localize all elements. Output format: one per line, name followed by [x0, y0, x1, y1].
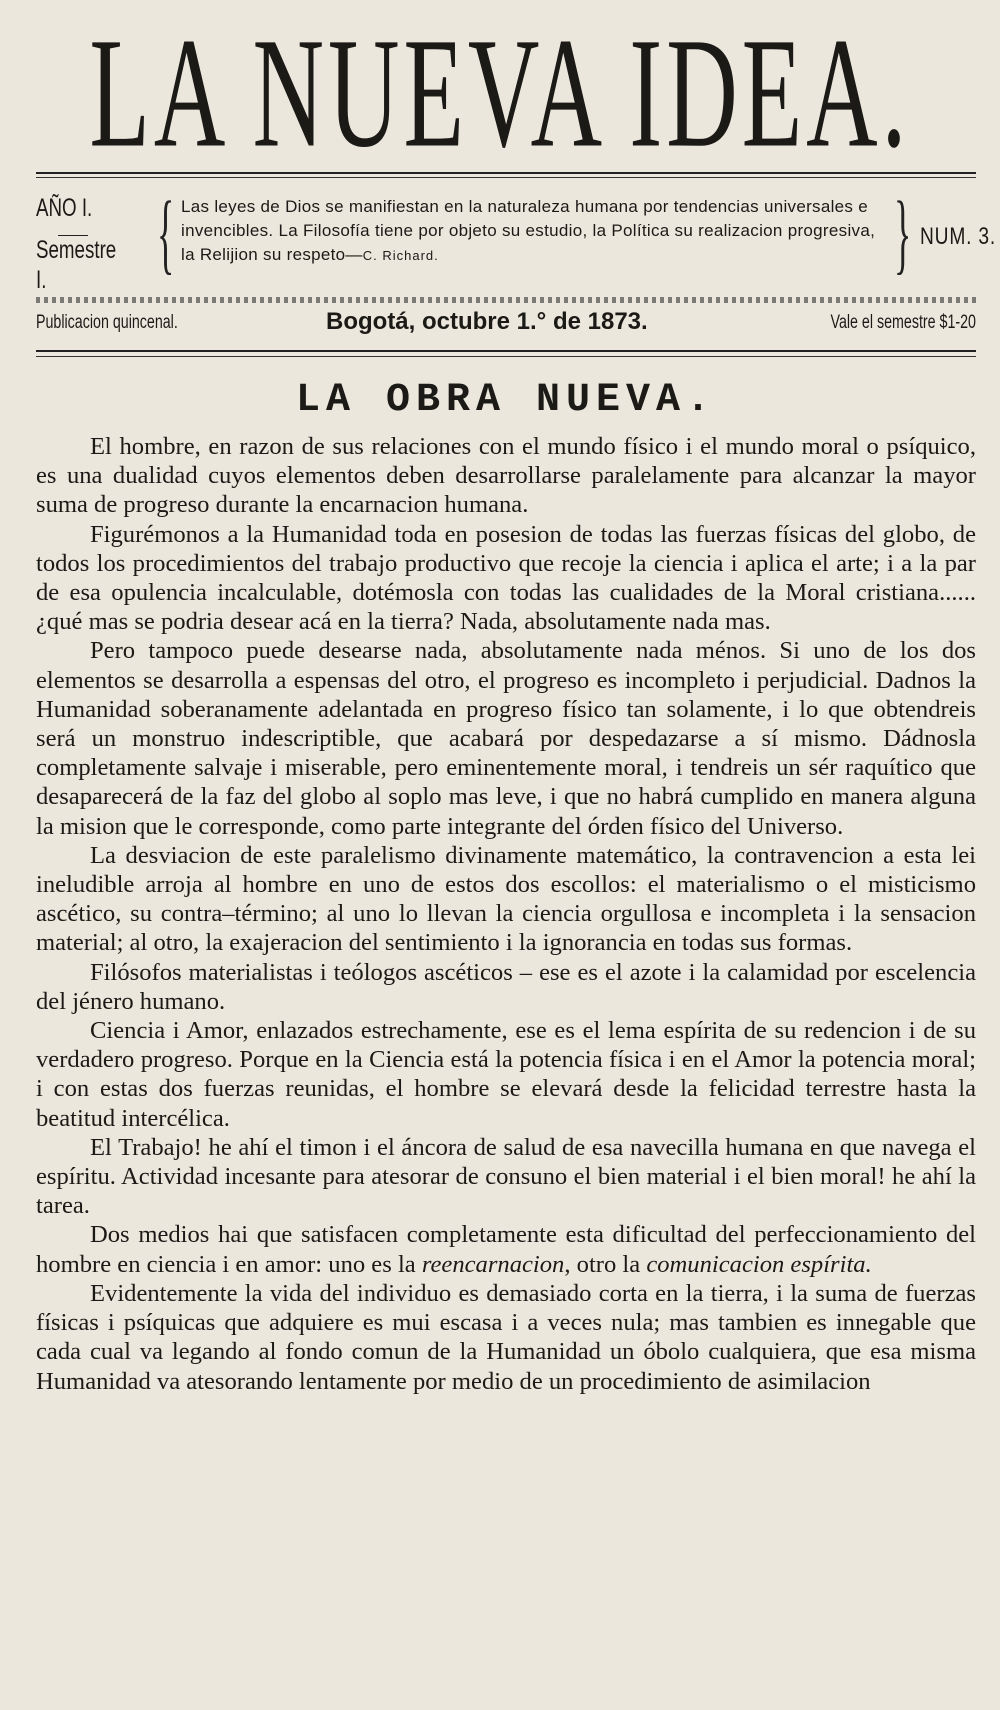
- masthead-rule-thin: [36, 177, 976, 178]
- article-title: LA OBRA NUEVA.: [295, 378, 717, 423]
- paragraph: Pero tampoco puede desearse nada, absolutamente nada ménos. Si uno de los dos elementos se desarrolla a espensas del otro, el progreso es incompleto i perjudicial. Dadnos la Humanidad soberanamente adelantada en progreso físico tan solamente, i lo que obtendreis será un monstruo indescriptible, que acabará por despedazarse a sí mismo. Dádnosla completamente salvaje i miserable, pero eminentemente moral, i tendreis un sér raquítico que desaparecerá de la faz del globo al soplo mas leve, i que no habrá cumplido en manera alguna la mision que le corresponde, como parte integrante del órden físico del Universo.: [36, 637, 976, 840]
- dateline-rule: [36, 350, 976, 352]
- masthead: [30, 5, 970, 181]
- publication-frequency: Publicacion quincenal.: [36, 312, 178, 333]
- right-brace-glyph: }: [893, 184, 912, 283]
- paragraph: [36, 1220, 976, 1278]
- header-info: [36, 184, 997, 295]
- paragraph: Figurémonos a la Humanidad toda en posesion de todas las fuerzas físicas del globo, de todos los procedimientos del trabajo productivo que recoje la ciencia i aplica el arte; i a la par de esa opulencia incalculable, dotémosla con todas las cualidades de la Moral cristiana...... ¿qué mas se podria desear acá en la tierra? Nada, absolutamente nada mas.: [36, 520, 976, 636]
- emphasis-comunicacion: comunicacion espírita.: [646, 1250, 872, 1278]
- subscription-price: Vale el semestre $1-20: [830, 312, 976, 333]
- left-brace-glyph: {: [156, 184, 175, 283]
- issue-date: Bogotá, octubre 1.° de 1873.: [326, 308, 648, 335]
- article-body: [36, 432, 976, 1396]
- motto-text: Las leyes de Dios se manifiestan en la naturaleza humana por tendencias universales e invencibles. La Filosofía tiene por objeto su estudio, la Política su realizacion progresiva, la Relijion su respeto—: [181, 197, 876, 264]
- dateline-rule-thin: [36, 356, 976, 357]
- paragraph-text: , otro la: [564, 1250, 647, 1278]
- dateline: [36, 308, 976, 342]
- paragraph: El Trabajo! he ahí el timon i el áncora de salud de esa navecilla humana en que navega el espíritu. Actividad incesante para atesorar de consuno el bien material i el bien moral! he ahí la tarea.: [36, 1133, 976, 1220]
- masthead-title: LA NUEVA IDEA.: [89, 5, 911, 181]
- year-semester: [36, 193, 156, 295]
- paragraph: Filósofos materialistas i teólogos ascéticos – ese es el azote i la calamidad por escelencia del jénero humano.: [36, 958, 976, 1015]
- paragraph: Evidentemente la vida del individuo es demasiado corta en la tierra, i la suma de fuerzas físicas i psíquicas que adquiere es mui escasa i a veces nula; mas tambien es innegable que cada cual va legando al fondo comun de la Humanidad un óbolo cualquiera, que esa misma Humanidad va atesorando lentamente por medio de un procedimiento de asimilacion: [36, 1279, 976, 1395]
- year-label: AÑO I.: [36, 194, 93, 222]
- masthead-rule: [36, 172, 976, 174]
- emphasis-reencarnacion: reencarnacion: [421, 1250, 565, 1278]
- paragraph-text: Dos medios hai que satisfacen completamente esta dificultad del perfeccionamiento del hombre en ciencia i en amor: uno es la: [36, 1221, 976, 1278]
- motto-author: C. Richard.: [362, 248, 439, 263]
- issue-number: NUM. 3.: [920, 223, 997, 250]
- paragraph: Ciencia i Amor, enlazados estrechamente, ese es el lema espírita de su redencion i de su verdadero progreso. Porque en la Ciencia está la potencia física i en el Amor la potencia moral; i con estas dos fuerzas reunidas, el hombre se elevará desde la felicidad terrestre hasta la beatitud intercélica.: [36, 1017, 976, 1132]
- semester-label: Semestre I.: [36, 236, 117, 294]
- paragraph: El hombre, en razon de sus relaciones con el mundo físico i el mundo moral o psíquico, es una dualidad cuyos elementos deben desarrollarse paralelamente para alcanzar la mayor suma de progreso durante la encarnacion humana.: [36, 433, 976, 519]
- wavy-rule: [36, 297, 976, 303]
- paragraph: La desviacion de este paralelismo divinamente matemático, la contravencion a esta lei ineludible arroja al hombre en uno de estos dos escollos: el materialismo o el misticismo ascético, su contra–término; al uno lo llevan la ciencia orgullosa e incompleta i la sensacion material; al otro, la exajeracion del sentimiento i la ignorancia en todas sus formas.: [36, 841, 976, 957]
- motto: [181, 195, 889, 268]
